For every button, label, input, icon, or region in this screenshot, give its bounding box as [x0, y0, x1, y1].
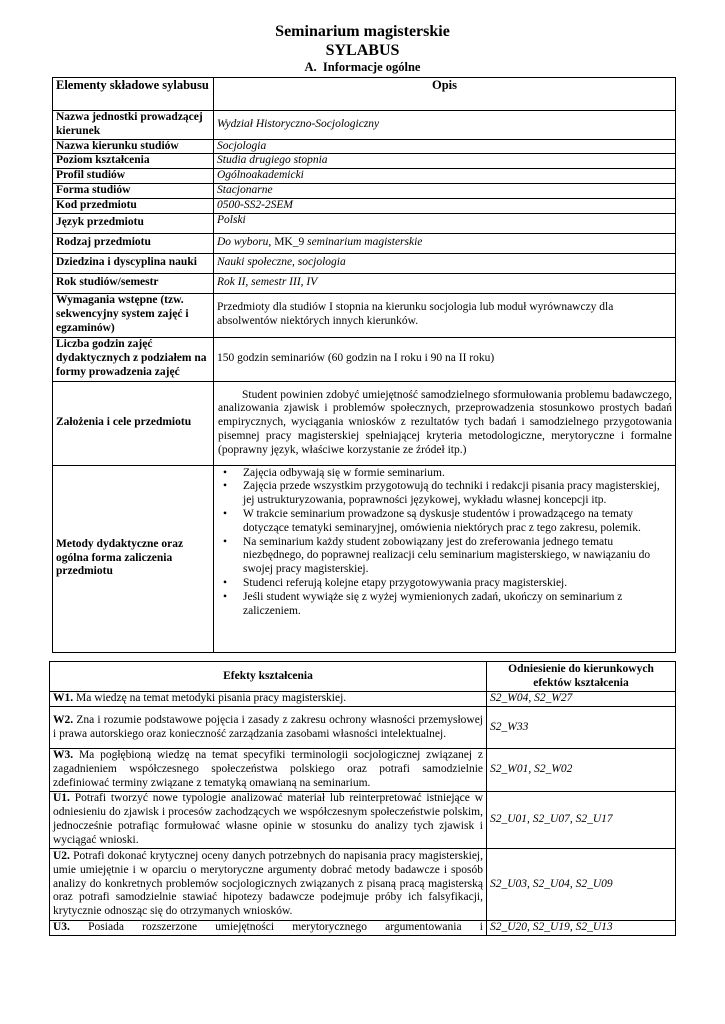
row-label: Nazwa jednostki prowadzącej kierunek: [53, 111, 214, 140]
document-title: Seminarium magisterskie: [275, 23, 450, 40]
list-item: • Na seminarium każdy student zobowiązany jest do zreferowania jednego tematu niezbędnego, do poprawnej realizacji celu seminarium magisterskiego, w nawiązaniu do swojej pracy magisterskiej.: [239, 536, 672, 577]
row-value: Polski: [214, 213, 676, 233]
outcome-reference: S2_W01, S2_W02: [487, 749, 676, 792]
list-item: • Zajęcia przede wszystkim przygotowują do techniki i redakcji pisania pracy magisterskiej, jej ustrukturyzowania, poprawności językowej, wykładu własnej koncepcji itp.: [239, 480, 672, 508]
outcome-code: U3.: [53, 921, 70, 933]
row-label: Wymagania wstępne (tzw. sekwencyjny system zajęć i egzaminów): [53, 293, 214, 337]
table-header-right: Opis: [214, 78, 676, 111]
table-row: [53, 465, 676, 652]
outcome-text: Ma wiedzę na temat metodyki pisania pracy magisterskiej.: [76, 692, 347, 705]
outcome-description: [50, 849, 487, 921]
subject-name: seminarium magisterskie: [307, 236, 423, 249]
row-value: Socjologia: [214, 139, 676, 154]
outcome-reference: S2_W04, S2_W27: [487, 692, 676, 707]
learning-outcomes-table: [49, 661, 676, 936]
list-item: • Jeśli student wywiąże się z wyżej wymienionych zadań, ukończy on seminarium z zaliczeniem.: [239, 591, 672, 619]
row-label: Dziedzina i dyscyplina nauki: [53, 253, 214, 273]
row-label: Kod przedmiotu: [53, 198, 214, 213]
document-subtitle: SYLABUS: [325, 42, 400, 59]
outcome-text: Ma pogłębioną wiedzę na temat specyfiki terminologii socjologicznej związanej z zagadnieniem współczesnego społeczeństwa polskiego oraz potrafi samodzielnie zdefiniować terminy związane z tematyką omawianą na seminarium.: [53, 749, 484, 789]
table-row: [50, 849, 676, 921]
outcomes-header-left: Efekty kształcenia: [50, 662, 487, 692]
document-header: [0, 22, 725, 75]
row-value: 0500-SS2-2SEM: [214, 198, 676, 213]
outcome-code: U1.: [53, 792, 70, 805]
table-header-left: Elementy składowe sylabusu: [53, 78, 214, 111]
outcome-text: Zna i rozumie podstawowe pojęcia i zasady z zakresu ochrony własności przemysłowej i prawa autorskiego oraz konieczność zarządzania zasobami własności intelektualnej.: [53, 713, 483, 740]
subject-type: Do wyboru,: [217, 236, 272, 249]
outcome-description: [50, 792, 487, 849]
outcome-reference: S2_U01, S2_U07, S2_U17: [487, 792, 676, 849]
outcome-reference: S2_W33: [487, 707, 676, 749]
table-row: [53, 273, 676, 293]
table-row: [50, 692, 676, 707]
section-label: A.: [304, 60, 317, 74]
table-row: [53, 198, 676, 213]
row-value: Studia drugiego stopnia: [214, 154, 676, 169]
row-value: [214, 233, 676, 253]
methods-list: [217, 467, 672, 619]
outcome-reference: S2_U03, S2_U04, S2_U09: [487, 849, 676, 921]
module-code: MK_9: [274, 236, 305, 249]
row-label: Liczba godzin zajęć dydaktycznych z podziałem na formy prowadzenia zajęć: [53, 337, 214, 381]
row-label: Język przedmiotu: [53, 213, 214, 233]
table-header-row: [53, 78, 676, 111]
row-value: 150 godzin seminariów (60 godzin na I roku i 90 na II roku): [214, 337, 676, 381]
row-value: Przedmioty dla studiów I stopnia na kierunku socjologia lub moduł wyrównawczy dla absolwentów niektórych innych kierunków.: [214, 293, 676, 337]
outcome-reference: S2_U20, S2_U19, S2_U13: [487, 921, 676, 936]
outcome-code: W3.: [53, 749, 74, 762]
outcome-description: [50, 749, 487, 792]
outcomes-header-right: Odniesienie do kierunkowych efektów kształcenia: [487, 662, 676, 692]
table-row: [53, 213, 676, 233]
table-row: [50, 792, 676, 849]
outcome-text: Potrafi tworzyć nowe typologie analizować materiał lub reinterpretować istniejące w odniesieniu do zjawisk i procesów zachodzących we współczesnym społeczeństwie polskim, jednocześnie potrafiąc formułować własne opinie w stosunku do analizy tych zjawisk i wyciągać wnioski.: [53, 792, 483, 846]
table-row: [53, 253, 676, 273]
table-row: [53, 381, 676, 465]
row-value: Stacjonarne: [214, 183, 676, 198]
table-row: [53, 293, 676, 337]
table-row: [53, 169, 676, 184]
row-label: Założenia i cele przedmiotu: [53, 381, 214, 465]
outcome-description: [50, 692, 487, 707]
row-label: Forma studiów: [53, 183, 214, 198]
table-row: [53, 154, 676, 169]
general-info-table: [52, 77, 676, 653]
table-row: [53, 183, 676, 198]
table-row: [50, 749, 676, 792]
row-label: Profil studiów: [53, 169, 214, 184]
outcome-code: W2.: [53, 713, 74, 726]
row-label: Metody dydaktyczne oraz ogólna forma zaliczenia przedmiotu: [53, 465, 214, 652]
outcome-code: W1.: [53, 692, 74, 705]
table-row: [53, 111, 676, 140]
table-header-row: [50, 662, 676, 692]
row-value: [214, 465, 676, 652]
row-label: Rodzaj przedmiotu: [53, 233, 214, 253]
row-value: Rok II, semestr III, IV: [214, 273, 676, 293]
row-value: Student powinien zdobyć umiejętność samodzielnego sformułowania problemu badawczego, analizowania zjawisk i problemów społecznych, przeprowadzenia stosunkowo prostych badań empirycznych, wyciągania wniosków z rezultatów tych badań i samodzielnego przygotowania pisemnej pracy magisterskiej spełniającej kryteria metodologiczne, merytoryczne i formalne (poprawny język, właściwe korzystanie ze źródeł itp.): [214, 381, 676, 465]
table-row: [50, 707, 676, 749]
list-item: • Zajęcia odbywają się w formie seminarium.: [239, 467, 672, 481]
row-label: Rok studiów/semestr: [53, 273, 214, 293]
section-title: Informacje ogólne: [322, 60, 421, 74]
outcome-description: [50, 707, 487, 749]
row-value: Ogólnoakademicki: [214, 169, 676, 184]
outcome-text: Potrafi dokonać krytycznej oceny danych potrzebnych do napisania pracy magisterskiej, umie umiejętnie i w oparciu o merytoryczne argumenty dobrać metody badawcze i sposób analizy do konkretnych problemów socjologicznych związanych z pisaną pracą magisterską oraz potrafi samodzielnie stawiać hipotezy badawcze podejmuje próby ich falsyfikacji, krytycznie odnosząc się do otrzymanych wniosków.: [53, 850, 483, 918]
table-row: [53, 139, 676, 154]
section-heading: [0, 60, 725, 75]
row-value: Nauki społeczne, socjologia: [214, 253, 676, 273]
row-value: Wydział Historyczno-Socjologiczny: [214, 111, 676, 140]
table-row: [50, 921, 676, 936]
outcome-description: [50, 921, 487, 936]
outcome-code: U2.: [53, 850, 70, 862]
row-label: Poziom kształcenia: [53, 154, 214, 169]
list-item: • Studenci referują kolejne etapy przygotowywania pracy magisterskiej.: [239, 577, 672, 591]
list-item: • W trakcie seminarium prowadzone są dyskusje studentów i prowadzącego na tematy dotyczące tematyki seminaryjnej, omówienia niektórych prac z tego zakresu, polemik.: [239, 508, 672, 536]
table-row: [53, 337, 676, 381]
outcome-text: Posiada rozszerzone umiejętności merytorycznego argumentowania i: [88, 921, 483, 933]
table-row: [53, 233, 676, 253]
row-label: Nazwa kierunku studiów: [53, 139, 214, 154]
